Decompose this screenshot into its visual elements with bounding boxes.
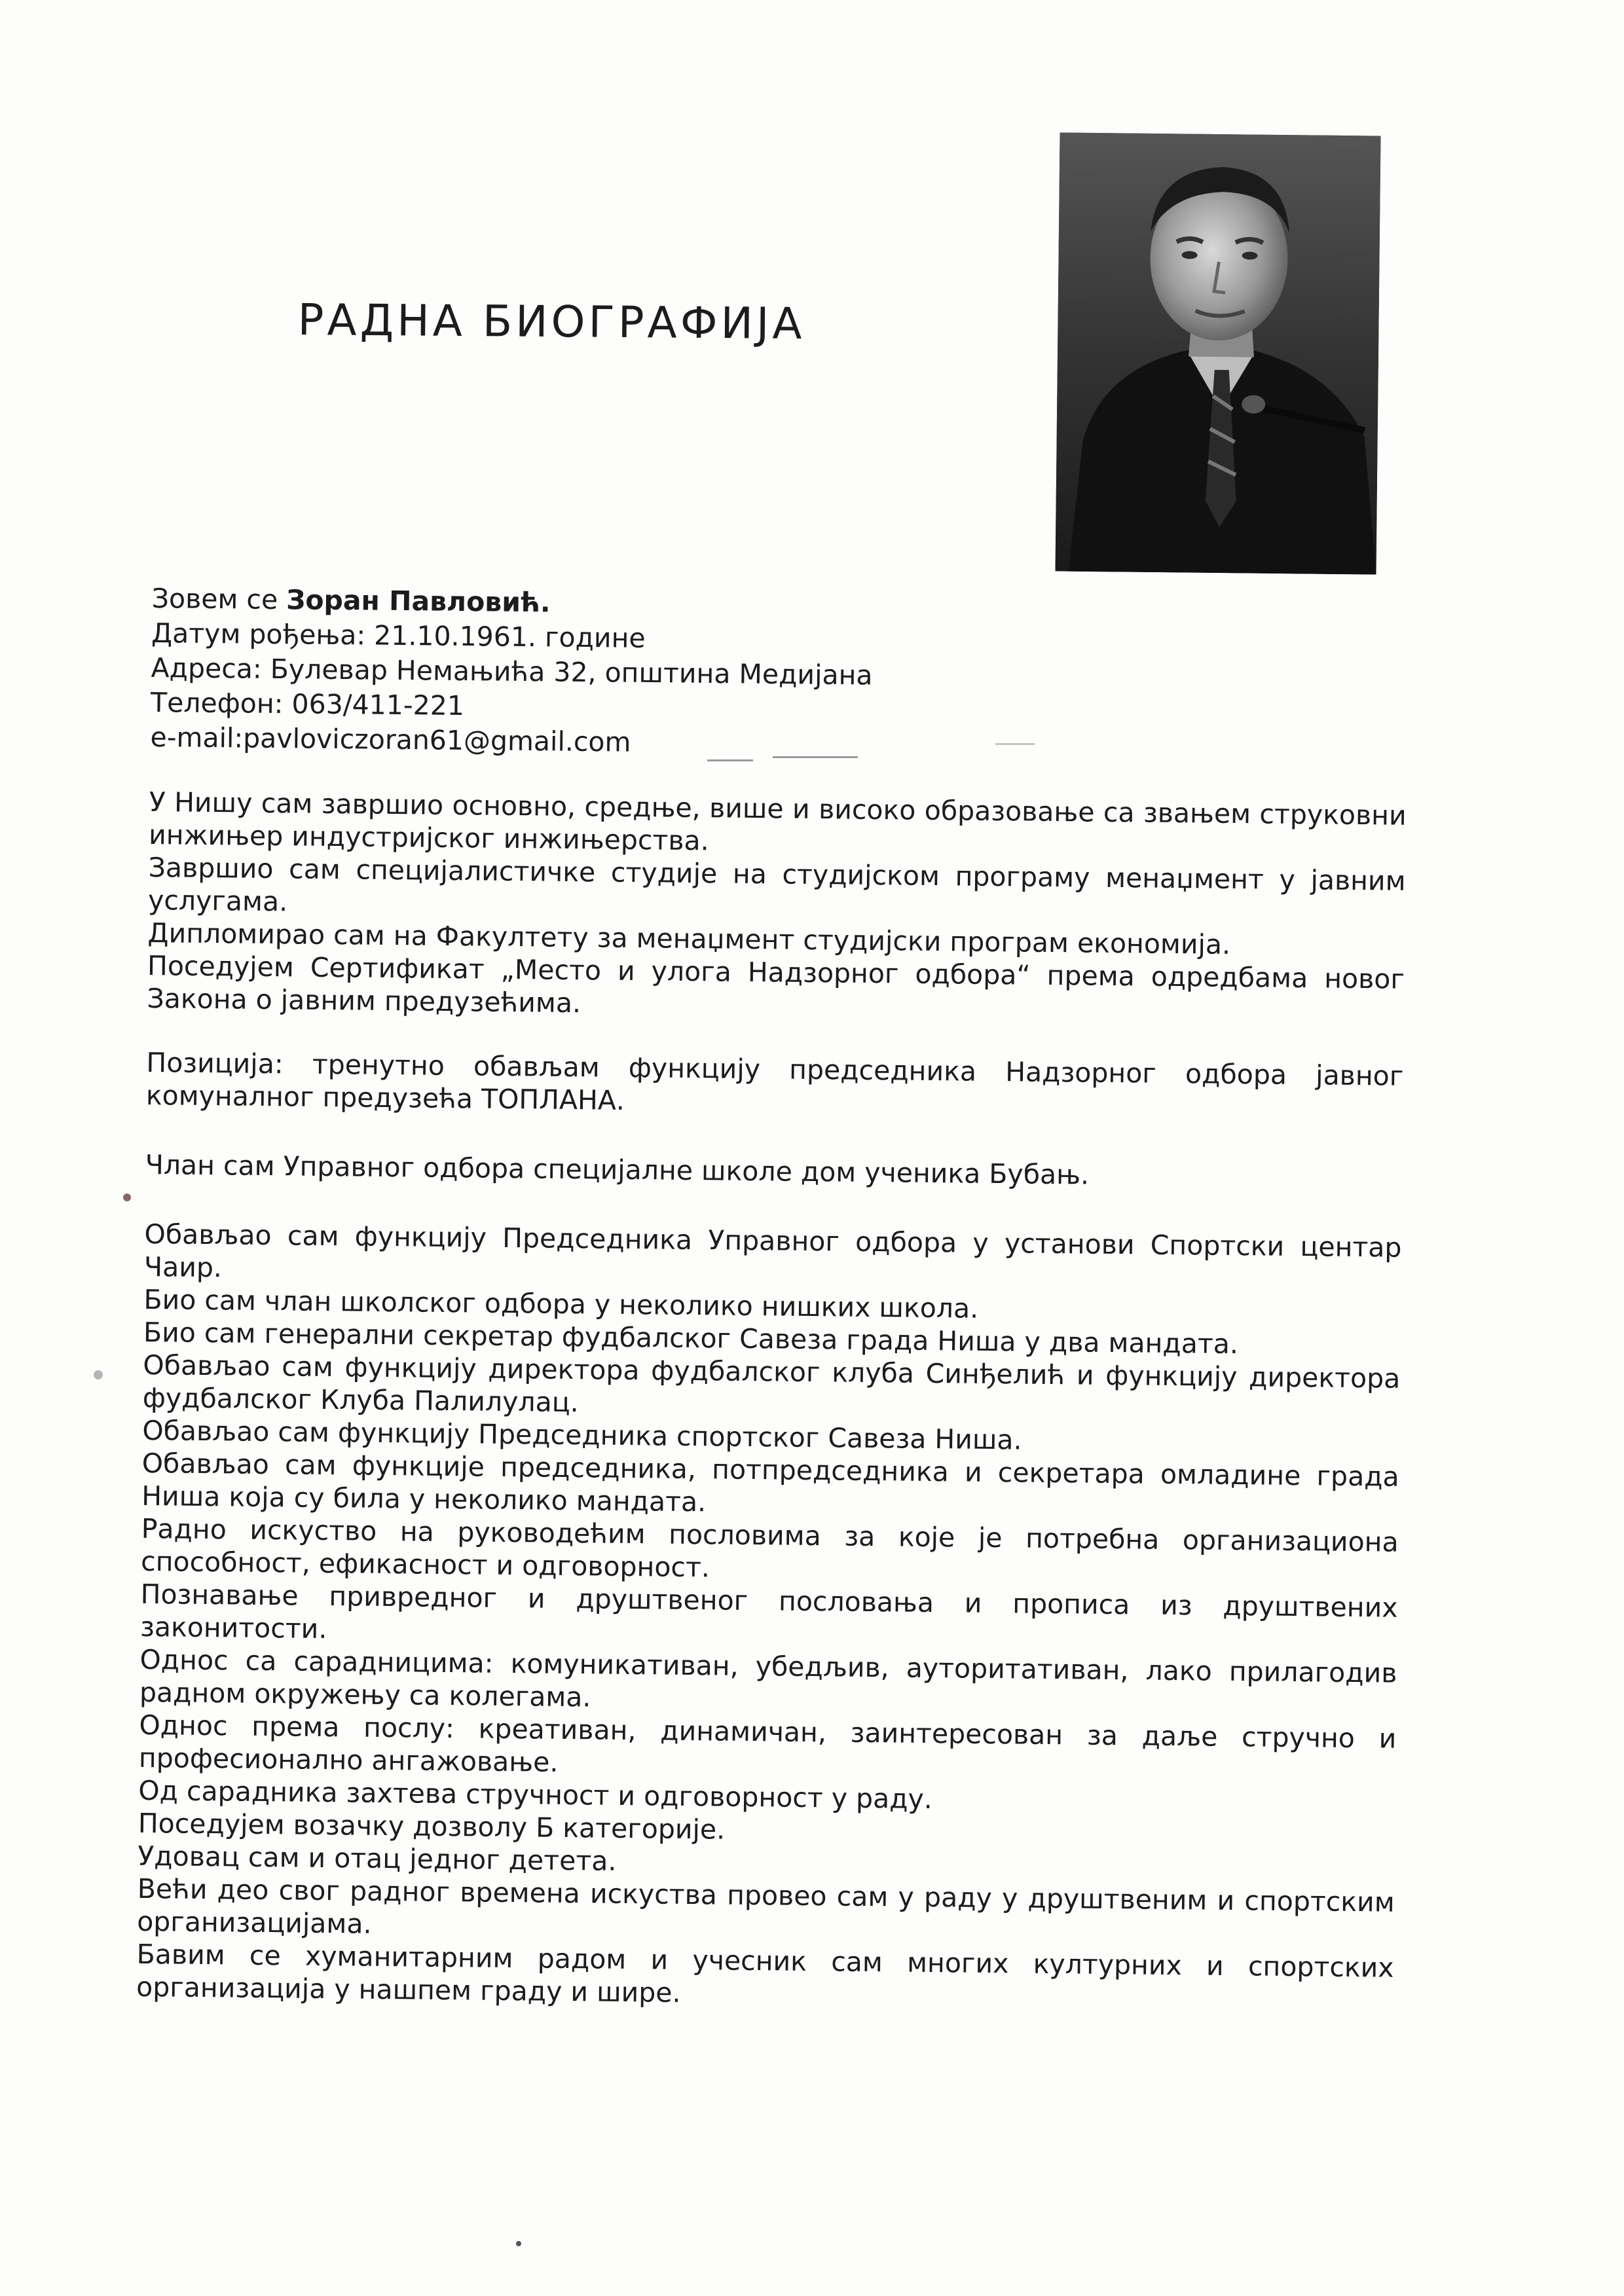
portrait-photo [1056,132,1381,574]
scan-speck [123,1194,131,1201]
scan-mark [773,756,858,758]
scan-mark [707,759,753,761]
paragraph-sports-union: Обављао сам функцију Председника спортског Савеза Ниша. [142,1414,1022,1456]
paragraph-football-secretary: Био сам генерални секретар фудбалског Савеза града Ниша у два мандата. [143,1316,1239,1360]
document-title: РАДНА БИОГРАФИЈА [297,295,805,350]
scan-speck [94,1370,103,1379]
scan-mark [995,743,1035,745]
paragraph-school-board: Био сам члан школског одбора у неколико нишких школа. [143,1283,979,1324]
paragraph-club-director: Обављао сам функцију директора фудбалског клуба Синђелић и функцију директора фудбалског Клуба Палилулац. [142,1349,1401,1419]
paragraph-colleagues: Однос са сарадницима: комуникативан, убедљив, ауторитативан, лако прилагодив радном окружењу са колегама. [139,1643,1397,1713]
birth-date: Датум рођења: 21.10.1961. године [151,617,646,654]
paragraph-family: Удовац сам и отац једног детета. [138,1840,617,1877]
paragraph-sports-center: Обављао сам функцију Председника Управног одбора у установи Спортски центар Чаир. [143,1218,1402,1284]
contact-block [150,581,874,763]
paragraph-board-member: Члан сам Управног одбора специјалне школе дом ученика Бубањ. [145,1148,1090,1191]
paragraph-position: Позиција: тренутно обављам функцију председника Надзорног одбора јавног комуналног предузећа ТОПЛАНА. [145,1046,1404,1116]
person-name: Зоран Павловић. [286,584,551,619]
paragraph-specialist-studies: Завршио сам специјалистичке студије на студијском програму менаџмент у јавним услугама. [147,851,1406,918]
paragraph-certificate: Поседујем Сертификат „Место и улога Надзорног одбора“ према одредбама новог Закона о јавним предузећима. [147,949,1405,1019]
paragraph-humanitarian: Бавим се хуманитарним радом и учесник сам многих културних и спортских организација у нашпем граду и шире. [136,1938,1394,2009]
paragraph-education: У Нишу сам завршио основно, средње, више и високо образовање са звањем струковни инжињер индустријског инжињерства. [148,786,1407,857]
biography-body [136,786,1407,2017]
paragraph-organizations: Већи део свог радног времена искуства провео сам у раду у друштвеним и спортским организацијама. [136,1872,1395,1940]
paragraph-driving-license: Поседујем возачку дозволу Б категорије. [138,1807,726,1846]
paragraph-graduated: Дипломирао сам на Факултету за менаџмент студијски програм економија. [147,917,1231,960]
paragraph-youth-functions: Обављао сам функције председника, потпредседника и секретара омладине града Ниша која су била у неколико мандата. [141,1447,1399,1518]
scan-speck [516,2241,521,2246]
portrait-image [1056,132,1381,574]
address: Адреса: Булевар Немањића 32, општина Медијана [151,651,873,691]
paragraph-expectations: Од сарадника захтева стручност и одговорност у раду. [138,1774,933,1815]
phone: Телефон: 063/411-221 [150,686,465,722]
intro-prefix: Зовем се [151,582,287,616]
email: e-mail:pavloviczoran61@gmail.com [150,721,631,758]
paragraph-business-knowledge: Познавање привредног и друштвеног пословања и прописа из друштвених законитости. [139,1578,1398,1645]
paragraph-management-experience: Радно искуство на руководећим пословима за које је потребна организациона способност, ефикасност и одговорност. [140,1512,1399,1584]
paragraph-work-attitude: Однос према послу: креативан, динамичан, заинтересован за даље стручно и професионално ангажовање. [138,1709,1397,1778]
